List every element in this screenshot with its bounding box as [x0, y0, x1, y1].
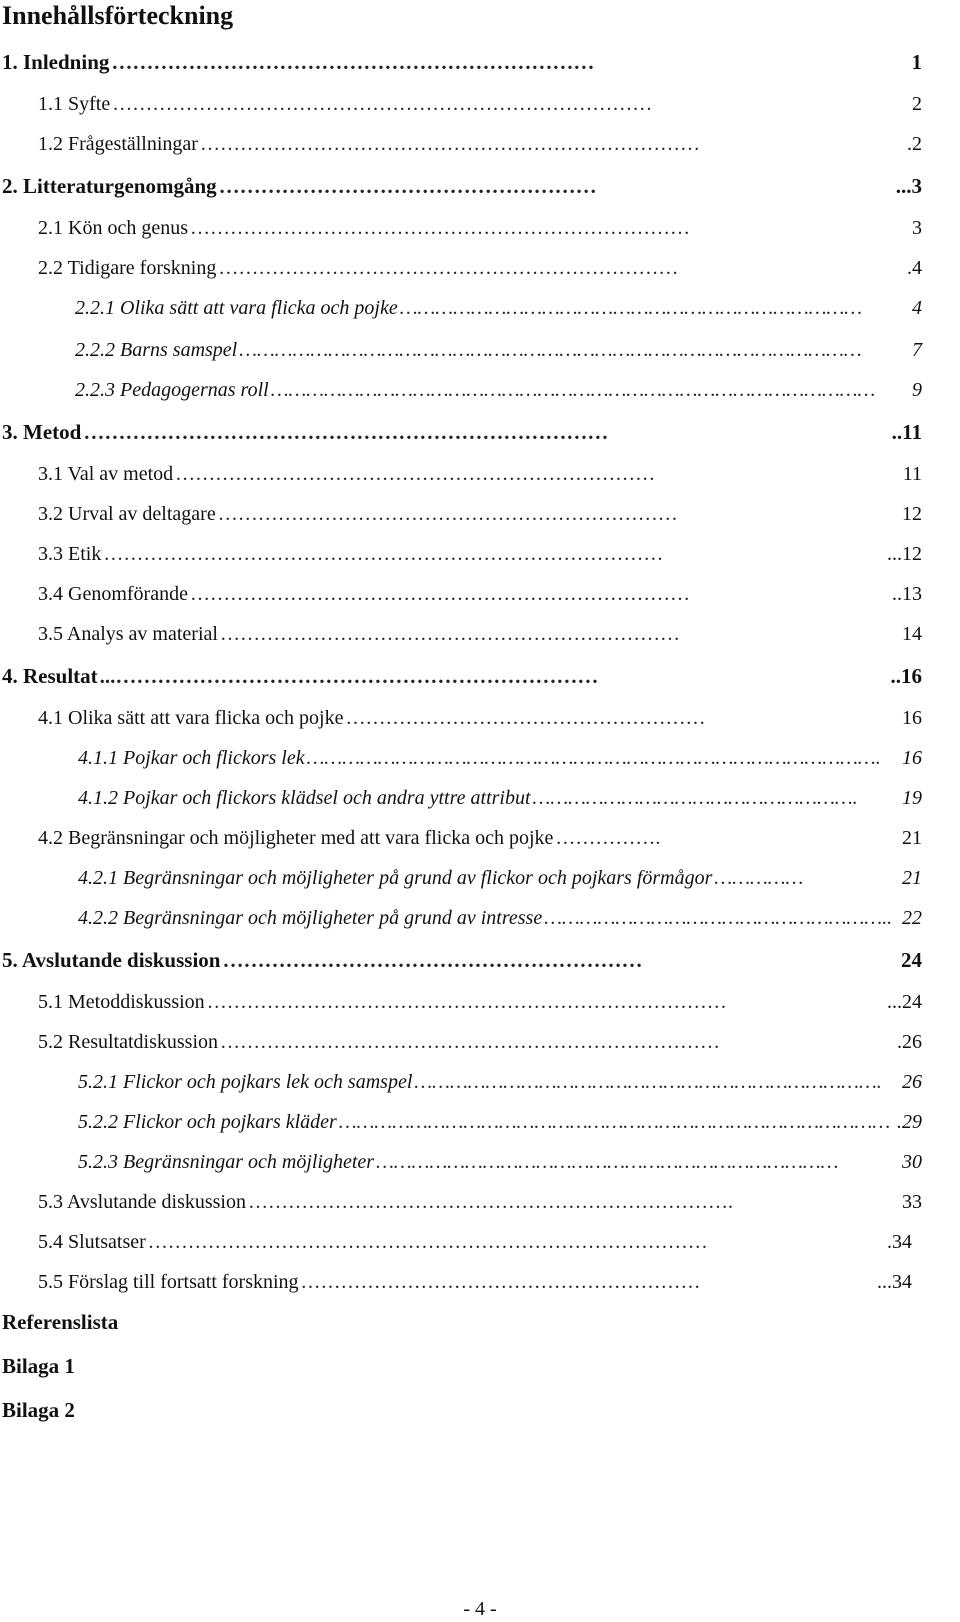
toc-entry-label: 5.2.3 Begränsningar och möjligheter — [78, 1151, 375, 1173]
toc-leader: …………………………………………………………………… — [206, 991, 727, 1013]
toc-entry-label: 4. Resultat — [2, 664, 98, 688]
toc-entry-label: 5.2 Resultatdiskussion — [38, 1031, 219, 1053]
toc-page-number: ..13 — [892, 583, 922, 605]
toc-entry[interactable] — [38, 255, 922, 281]
toc-entry-label: 3.3 Etik — [38, 543, 102, 565]
toc-entry[interactable] — [78, 1109, 922, 1135]
toc-entry-label: 1. Inledning — [2, 50, 110, 74]
toc-entry-label: 5.3 Avslutande diskussion — [38, 1191, 246, 1213]
toc-leader: …………………………………………………………… — [219, 623, 680, 645]
toc-entry[interactable] — [2, 663, 922, 689]
toc-entry[interactable] — [38, 705, 922, 731]
toc-page-number: ...24 — [887, 991, 922, 1013]
toc-leader: ………………………………………………………………… — [189, 217, 690, 239]
toc-page-number: 7 — [912, 339, 922, 361]
toc-entry-label: 1.1 Syfte — [38, 93, 111, 115]
toc-entry[interactable] — [38, 1189, 922, 1215]
toc-page-number: .34 — [887, 1231, 912, 1253]
toc-page-number: 14 — [902, 623, 922, 645]
toc-page-number: 21 — [902, 827, 922, 849]
toc-entry[interactable] — [38, 825, 922, 851]
toc-entry[interactable] — [78, 1149, 922, 1175]
toc-page-number: .29 — [897, 1111, 922, 1133]
toc-title: Innehållsförteckning — [2, 1, 234, 30]
toc-leader: …………………………………………………………… — [111, 50, 595, 74]
toc-leader: ……………. — [555, 827, 661, 849]
toc-page-number: 12 — [902, 503, 922, 525]
toc-entry-label: 5.4 Slutsatser — [38, 1231, 146, 1253]
toc-entry[interactable] — [78, 745, 922, 771]
toc-leader: ……………………………………………………………………. — [414, 1071, 882, 1093]
toc-page-number: 21 — [902, 867, 922, 889]
toc-entry-label: 4.1 Olika sätt att vara flicka och pojke — [38, 707, 344, 729]
toc-appendix-bilaga-1[interactable]: Bilaga 1 — [2, 1354, 75, 1378]
toc-page-number: 2 — [912, 93, 922, 115]
toc-entry-label: 2.1 Kön och genus — [38, 217, 188, 239]
toc-page-number: .26 — [897, 1031, 922, 1053]
toc-leader: ……………………………………………… — [345, 707, 706, 729]
toc-entry-label: 4.2.2 Begränsningar och möjligheter på grund av intresse — [78, 907, 543, 929]
toc-page-number: ..11 — [891, 420, 922, 444]
toc-page-number: ..16 — [890, 664, 922, 688]
toc-page-number: 33 — [902, 1191, 922, 1213]
toc-entry[interactable] — [75, 295, 922, 321]
toc-leader: ………………………………………………….. — [544, 907, 893, 929]
toc-entry[interactable] — [38, 1269, 912, 1295]
toc-entry-label: 3.5 Analys av material — [38, 623, 218, 645]
toc-page-number: 19 — [902, 787, 922, 809]
toc-entry-label: 4.1.2 Pojkar och flickors klädsel och andra yttre attribut — [78, 787, 531, 809]
toc-entry-label: 3.1 Val av metod — [38, 463, 174, 485]
toc-entry[interactable] — [38, 501, 922, 527]
toc-page-number: 1 — [911, 50, 922, 74]
toc-entry[interactable] — [38, 215, 922, 241]
toc-page-number: 9 — [912, 379, 922, 401]
toc-entry[interactable] — [38, 461, 922, 487]
toc-entry[interactable] — [38, 541, 922, 567]
toc-leader: ...…………………………………………………………… — [99, 664, 599, 688]
toc-leader: …………………………………………………… — [300, 1271, 701, 1293]
toc-page-number: 16 — [902, 707, 922, 729]
toc-page-number: 24 — [901, 948, 922, 972]
toc-page-number: 30 — [902, 1151, 922, 1173]
toc-entry[interactable] — [75, 377, 922, 403]
toc-entry-label: 4.2.1 Begränsningar och möjligheter på grund av flickor och pojkars förmågor — [78, 867, 713, 889]
toc-leader: …………………………………………………………… — [217, 503, 678, 525]
toc-entry[interactable] — [78, 905, 922, 931]
toc-leader: …………………………………………………………… — [218, 257, 679, 279]
toc-leader: ………………………………………………………………… — [199, 133, 700, 155]
toc-entry-label: 2.2.2 Barns samspel — [75, 339, 238, 361]
toc-entry[interactable] — [2, 419, 922, 445]
toc-entry[interactable] — [38, 1229, 912, 1255]
toc-entry-label: 5.5 Förslag till fortsatt forskning — [38, 1271, 299, 1293]
toc-entry[interactable] — [38, 581, 922, 607]
toc-entry-label: 2.2.3 Pedagogernas roll — [75, 379, 269, 401]
toc-appendix-bilaga-2[interactable]: Bilaga 2 — [2, 1398, 75, 1422]
toc-appendix-referenslista[interactable]: Referenslista — [2, 1310, 119, 1334]
toc-entry-label: 3.2 Urval av deltagare — [38, 503, 216, 525]
toc-entry[interactable] — [75, 337, 922, 363]
toc-leader: ………………………………………………………………………………………… — [270, 379, 876, 401]
toc-entry-label: 2.2.1 Olika sätt att vara flicka och pojke — [75, 297, 398, 319]
toc-entry-label: 3. Metod — [2, 420, 82, 444]
toc-leader: ………………………………………………………………. — [247, 1191, 733, 1213]
toc-leader: …………………………………………………… — [222, 948, 643, 972]
page-number-footer: - 4 - — [463, 1598, 497, 1620]
toc-leader: …………………………………………………………………… — [376, 1151, 839, 1173]
toc-entry-label: 4.1.1 Pojkar och flickors lek — [78, 747, 305, 769]
toc-entry-label: 5. Avslutande diskussion — [2, 948, 221, 972]
toc-leader: ………………………………………………………………………………… — [338, 1111, 891, 1133]
toc-entry[interactable] — [38, 1029, 922, 1055]
toc-entry-label: 3.4 Genomförande — [38, 583, 188, 605]
toc-leader: ……………………………………………………………………… — [112, 93, 653, 115]
toc-page-number: ...12 — [887, 543, 922, 565]
toc-entry[interactable] — [78, 785, 922, 811]
toc-page-number: 11 — [902, 463, 922, 485]
toc-entry-label: 4.2 Begränsningar och möjligheter med att vara flicka och pojke — [38, 827, 554, 849]
toc-leader: ………………………………………………………………… — [189, 583, 690, 605]
toc-page-number: 22 — [902, 907, 922, 929]
toc-entry[interactable] — [78, 865, 922, 891]
toc-page-number: 26 — [902, 1071, 922, 1093]
toc-leader: …………… — [714, 867, 804, 889]
toc-entry-label: 2. Litteraturgenomgång — [2, 174, 217, 198]
toc-entry[interactable] — [78, 1069, 922, 1095]
toc-entry-label: 2.2 Tidigare forskning — [38, 257, 217, 279]
toc-page-number: .4 — [907, 257, 922, 279]
toc-page-number: 4 — [912, 297, 922, 319]
toc-page-number: ...3 — [895, 174, 922, 198]
toc-entry[interactable] — [38, 131, 922, 157]
toc-entry-label: 5.1 Metoddiskussion — [38, 991, 205, 1013]
toc-leader: ………………………………………………………………… — [83, 420, 609, 444]
toc-page-number: .2 — [907, 133, 922, 155]
toc-entry[interactable] — [2, 49, 922, 75]
toc-leader: ………………………………………………………………… — [220, 1031, 721, 1053]
toc-leader: ………………………………………………. — [532, 787, 858, 809]
toc-page-number: 3 — [912, 217, 922, 239]
toc-page-number: ...34 — [877, 1271, 912, 1293]
toc-entry-label: 1.2 Frågeställningar — [38, 133, 198, 155]
toc-leader: ……………………………………………………………… — [175, 463, 656, 485]
toc-entry[interactable] — [38, 91, 922, 117]
toc-page-number: 16 — [902, 747, 922, 769]
toc-leader: …………………………………………………………………… — [399, 297, 863, 319]
toc-entry[interactable] — [2, 173, 922, 199]
toc-entry-label: 5.2.1 Flickor och pojkars lek och samspel — [78, 1071, 413, 1093]
toc-leader: ……………………………………………………………………………………. — [306, 747, 881, 769]
toc-entry[interactable] — [2, 947, 922, 973]
toc-leader: ……………………………………………… — [218, 174, 597, 198]
toc-entry[interactable] — [38, 621, 922, 647]
toc-leader: …………………………………………………………………………………………… — [239, 339, 862, 361]
toc-leader: ………………………………………………………………………… — [147, 1231, 708, 1253]
toc-entry[interactable] — [38, 989, 922, 1015]
toc-entry-label: 5.2.2 Flickor och pojkars kläder — [78, 1111, 337, 1133]
toc-leader: ………………………………………………………………………… — [103, 543, 664, 565]
